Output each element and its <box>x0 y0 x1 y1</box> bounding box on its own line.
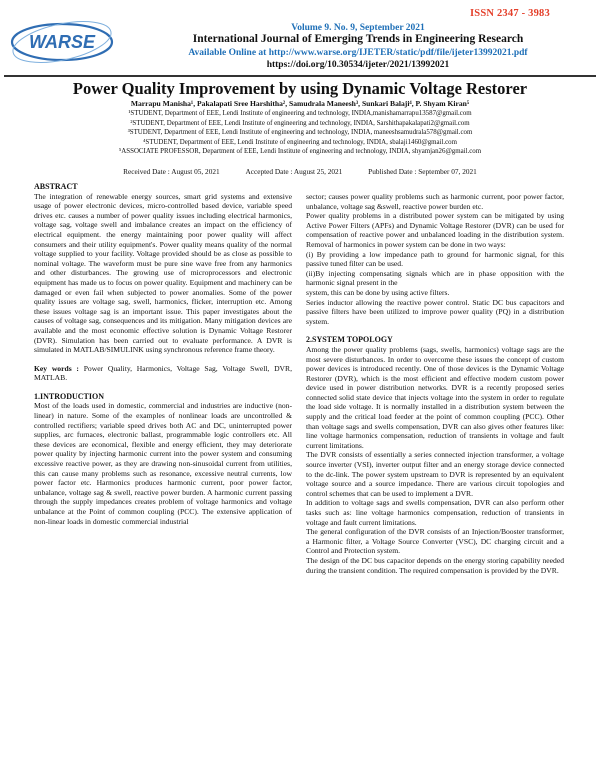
paragraph: Power quality problems in a distributed power system can be mitigated by using Active Power Filters (APFs) and Dynamic Voltage Restorer (DVR) can be used for compensation of reactive power and unbalanced loading in the distribution system. Removal of harmonics in power system can be done in two ways: <box>306 211 564 249</box>
keywords-text: Power Quality, Harmonics, Voltage Sag, Voltage Swell, DVR, MATLAB. <box>34 363 292 383</box>
header-divider <box>4 75 596 77</box>
warse-logo-icon <box>4 12 122 70</box>
paragraph: (i) By providing a low impedance path to ground for harmonic signal, for this passive tuned filter can be used. <box>306 249 564 269</box>
affiliation-line: ³STUDENT, Department of EEE, Lendi Institute of engineering and technology, INDIA, maneeshsamudrala578@gmail.com <box>127 129 473 137</box>
accepted-date: Accepted Date : August 25, 2021 <box>245 167 343 176</box>
author-list: Marrapu Manisha¹, Pakalapati Sree Harshitha², Samudrala Maneesh³, Sunkari Balaji⁴, P. Shyam Kiran⁵ <box>130 99 470 108</box>
paragraph: sector; causes power quality problems such as harmonic current, poor power factor, unbalance, voltage sag &swell, reactive power burden etc. <box>306 192 564 211</box>
affiliation-line: ⁵ASSOCIATE PROFESSOR, Department of EEE, Lendi Institute of engineering and technology, INDIA, shyamjan26@gmail.com <box>118 148 482 156</box>
received-date: Received Date : August 05, 2021 <box>123 167 220 176</box>
affiliation-line: ⁴STUDENT, Department of EEE, Lendi Institute of engineering and technology, INDIA, sbalaji1460@gmail.com <box>143 138 457 146</box>
affiliation-line: ¹STUDENT, Department of EEE, Lendi Institute of engineering and technology, INDIA,manishamarrapu13587@gmail.com <box>128 110 472 117</box>
introduction-text: Most of the loads used in domestic, commercial and industries are inductive (non-linear) in nature. Some of the examples of nonlinear loads are uncontrolled & controlled rectifiers; variable speed drives both AC and DC, uninterrupted power supplies, arc furnaces, electronic ballast, programmable logic controllers etc. All these devices are economical, flexible and energy efficient, they may deteriorate power quality by injecting harmonic current into the power system and consuming excessive reactive power, as they are drawing non-sinusoidal current from utilities, this can cause many problems such as resonance, excessive neutral currents, low power factor etc. Harmonics produces harmonic current, poor power factor, unbalance, voltage sag & swell, reactive power burden. A harmonic current passing through the supply impedances creates problem of voltage harmonics and voltage unbalance at the Point of common coupling (PCC). The extensive application of non-linear loads in domestic commercial industrial <box>34 401 292 526</box>
affiliations <box>0 109 600 157</box>
left-column <box>34 182 292 526</box>
paragraph: system, this can be done by using active filters. <box>306 287 450 297</box>
doi-link[interactable]: https://doi.org/10.30534/ijeter/2021/13992021 <box>266 60 450 70</box>
keywords <box>34 364 292 383</box>
abstract-text: The integration of renewable energy sources, smart grid systems and extensive usage of power electronic devices, micro-controlled based device, variable speed drives etc. causes a number of power quality issues including electrical harmonics, voltage sag, voltage swell and imbalance creates an impact on the efficiency of electrical equipment. the energy maintaining poor power quality will affect consumers and their utility equipment's. Power quality means quality of the normal voltage supplied to your facility. Voltage provided should be as close as possible to nominal voltage. The waveform must be pure sine wave free from any harmonics and other disturbances. The growing use of microprocessors and electronic equipment has made us to focus on power quality. Equipment and machinery can be damaged or even fail when subjected to power anomalies. Some of the power quality issues are voltage sag, swell, harmonics, flicker, interruption etc. Among these issues voltage sag is an important issue. This paper investigates about the causes of voltage sag, consequences and its mitigation. Many mitigation devices are available and the most economic effective solution is Dynamic Voltage Restorer (DVR). Simulation has been carried out to evaluate performance. A DVR is simulated in MATLAB/SIMULINK using synchronous reference frame theory. <box>34 191 292 355</box>
paragraph: In addition to voltage sags and swells compensation, DVR can also perform other tasks such as: line voltage harmonics compensation, reduction of transients in voltage and fault current limitations. <box>306 498 564 527</box>
paragraph: The general configuration of the DVR consists of an Injection/Booster transformer, a Harmonic filter, a Voltage Source Converter (VSC), DC charging circuit and a Control and Protection system. <box>306 527 564 556</box>
publication-dates <box>0 167 600 176</box>
journal-title: International Journal of Emerging Trends in Engineering Research <box>192 33 524 45</box>
volume-line: Volume 9. No. 9, September 2021 <box>291 23 425 33</box>
available-online-link[interactable]: Available Online at http://www.warse.org/IJETER/static/pdf/file/ijeter13992021.pdf <box>188 48 528 58</box>
paragraph: The design of the DC bus capacitor depends on the energy storing capability needed during the transient condition. The required compensation is provided by the DVR. <box>306 555 564 575</box>
issn-label: ISSN 2347 - 3983 <box>470 8 550 19</box>
paragraph: (ii)By injecting compensating signals which are in phase opposition with the harmonic signal present in the <box>306 268 564 288</box>
keywords-label: Key words : <box>34 363 79 373</box>
paragraph: The DVR consists of essentially a series connected injection transformer, a voltage source inverter (VSI), inverter output filter and an energy storage device connected to the dc-link. The power system upstream to DVR is represented by an equivalent voltage source and a source impedance. There are various circuit topologies and control schemes that can be used to implement a DVR. <box>306 450 564 498</box>
paper-title: Power Quality Improvement by using Dynamic Voltage Restorer <box>72 79 528 98</box>
logo-text: WARSE <box>28 32 96 52</box>
published-date: Published Date : September 07, 2021 <box>368 167 477 176</box>
right-column <box>306 192 564 575</box>
paragraph: Series inductor allowing the reactive power control. Static DC bus capacitors and passive filters have been utilized to improve power quality (PQ) in a distribution system. <box>306 297 564 326</box>
abstract-heading: ABSTRACT <box>34 182 78 191</box>
system-topology-heading: 2.SYSTEM TOPOLOGY <box>306 335 393 345</box>
introduction-heading: 1.INTRODUCTION <box>34 391 105 401</box>
affiliation-line: ²STUDENT, Department of EEE, Lendi Institute of engineering and technology, INDIA, Sarshithapakalapati2@gmail.com <box>130 119 470 127</box>
paragraph: Among the power quality problems (sags, swells, harmonics) voltage sags are the most severe disturbances. In order to overcome these issues the concept of custom power devices is introduced recently. One of those devices is the Dynamic Voltage Restorer (DVR), which is the most efficient and effective modern custom power device used in power distribution networks. DVR is a recently proposed series connected solid state device that injects voltage into the system in order to regulate the load side voltage. It is normally installed in a distribution system between the supply and the critical load feeder at the point of common coupling (PCC). Other than voltage sags and swells compensation, DVR can also gives other features like: line voltage harmonics compensation, reduction of transients in voltage and fault current limitations. <box>306 344 564 450</box>
